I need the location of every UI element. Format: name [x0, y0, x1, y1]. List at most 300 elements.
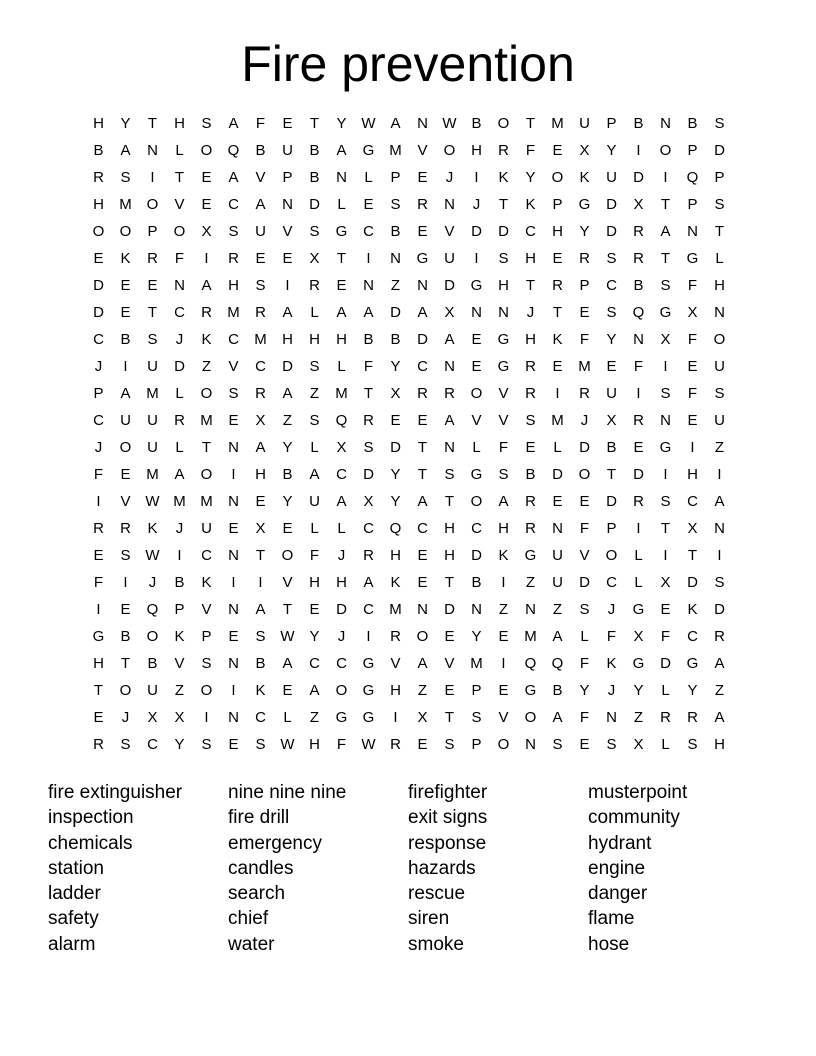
- grid-letter: C: [417, 520, 428, 537]
- grid-letter: N: [417, 115, 428, 132]
- grid-letter: L: [337, 358, 346, 375]
- grid-letter: S: [714, 574, 725, 591]
- grid-letter: R: [390, 736, 401, 753]
- grid-letter: O: [443, 142, 456, 159]
- grid-letter: I: [150, 169, 155, 186]
- grid-letter: T: [120, 655, 131, 672]
- word-item: rescue: [408, 883, 466, 905]
- grid-letter: G: [362, 709, 375, 726]
- grid-letter: I: [636, 520, 641, 537]
- grid-letter: N: [687, 223, 698, 240]
- grid-letter: Y: [606, 331, 617, 348]
- grid-letter: Z: [714, 682, 725, 699]
- grid-letter: T: [606, 466, 617, 483]
- grid-letter: E: [525, 439, 536, 456]
- grid-letter: E: [120, 304, 131, 321]
- grid-letter: C: [93, 331, 104, 348]
- grid-letter: S: [255, 277, 266, 294]
- grid-letter: F: [660, 628, 671, 645]
- grid-letter: X: [444, 304, 455, 321]
- grid-letter: A: [417, 304, 428, 321]
- grid-letter: L: [472, 439, 481, 456]
- grid-letter: I: [258, 574, 263, 591]
- grid-letter: Z: [390, 277, 401, 294]
- grid-letter: R: [363, 412, 374, 429]
- grid-letter: T: [363, 385, 374, 402]
- grid-letter: N: [228, 493, 239, 510]
- word-item: fire drill: [228, 807, 290, 829]
- grid-letter: I: [717, 466, 722, 483]
- grid-letter: J: [175, 331, 184, 348]
- grid-letter: N: [228, 655, 239, 672]
- grid-letter: N: [228, 439, 239, 456]
- grid-letter: R: [228, 250, 239, 267]
- grid-letter: X: [174, 709, 185, 726]
- word-item: station: [48, 857, 104, 879]
- grid-letter: I: [204, 250, 209, 267]
- grid-letter: X: [660, 331, 671, 348]
- grid-letter: N: [525, 601, 536, 618]
- grid-letter: M: [119, 196, 132, 213]
- grid-letter: C: [228, 196, 239, 213]
- grid-letter: H: [390, 682, 401, 699]
- grid-letter: F: [633, 358, 644, 375]
- grid-letter: B: [147, 655, 158, 672]
- grid-letter: U: [552, 547, 563, 564]
- grid-letter: J: [337, 628, 346, 645]
- grid-letter: V: [282, 574, 293, 591]
- grid-letter: B: [363, 331, 374, 348]
- grid-letter: E: [228, 412, 239, 429]
- grid-letter: W: [361, 736, 376, 753]
- grid-letter: C: [687, 628, 698, 645]
- grid-letter: L: [310, 304, 319, 321]
- grid-letter: B: [633, 115, 644, 132]
- grid-letter: N: [471, 304, 482, 321]
- grid-letter: E: [552, 358, 563, 375]
- grid-letter: D: [309, 196, 320, 213]
- grid-letter: E: [444, 628, 455, 645]
- grid-letter: P: [147, 223, 158, 240]
- grid-letter: S: [120, 169, 131, 186]
- grid-letter: Y: [525, 169, 536, 186]
- grid-letter: M: [200, 412, 213, 429]
- grid-letter: V: [282, 223, 293, 240]
- word-item: flame: [588, 908, 635, 930]
- grid-letter: R: [714, 628, 725, 645]
- grid-letter: C: [255, 709, 266, 726]
- grid-letter: V: [390, 655, 401, 672]
- word-item: danger: [588, 883, 648, 905]
- grid-letter: A: [282, 385, 293, 402]
- grid-letter: F: [687, 277, 698, 294]
- grid-letter: T: [498, 196, 509, 213]
- grid-letter: H: [714, 277, 725, 294]
- grid-letter: N: [282, 196, 293, 213]
- grid-letter: N: [228, 709, 239, 726]
- grid-letter: V: [174, 655, 185, 672]
- grid-letter: P: [552, 196, 563, 213]
- grid-letter: I: [231, 682, 236, 699]
- grid-letter: O: [92, 223, 105, 240]
- grid-letter: R: [633, 412, 644, 429]
- grid-letter: O: [119, 682, 132, 699]
- grid-letter: K: [498, 547, 509, 564]
- grid-row: [85, 546, 733, 573]
- grid-letter: E: [120, 601, 131, 618]
- grid-letter: I: [123, 358, 128, 375]
- grid-letter: L: [715, 250, 724, 267]
- grid-letter: A: [120, 385, 131, 402]
- grid-letter: I: [717, 547, 722, 564]
- grid-letter: C: [606, 277, 617, 294]
- grid-letter: K: [255, 682, 266, 699]
- grid-letter: E: [471, 358, 482, 375]
- grid-letter: P: [471, 736, 482, 753]
- word-item: community: [588, 807, 680, 829]
- grid-letter: B: [120, 628, 131, 645]
- grid-letter: X: [255, 520, 266, 537]
- grid-letter: E: [309, 601, 320, 618]
- grid-letter: T: [255, 547, 266, 564]
- grid-letter: F: [687, 331, 698, 348]
- grid-letter: F: [579, 655, 590, 672]
- grid-letter: I: [177, 547, 182, 564]
- grid-letter: K: [147, 520, 158, 537]
- grid-row: [85, 168, 733, 195]
- grid-letter: I: [231, 466, 236, 483]
- grid-row: [85, 222, 733, 249]
- grid-letter: B: [390, 331, 401, 348]
- grid-letter: Z: [309, 709, 320, 726]
- grid-letter: S: [390, 196, 401, 213]
- grid-letter: S: [444, 466, 455, 483]
- grid-letter: P: [201, 628, 212, 645]
- grid-letter: H: [444, 520, 455, 537]
- grid-letter: U: [255, 223, 266, 240]
- grid-letter: P: [282, 169, 293, 186]
- grid-letter: E: [687, 412, 698, 429]
- grid-letter: A: [255, 439, 266, 456]
- grid-letter: E: [552, 250, 563, 267]
- grid-letter: R: [660, 709, 671, 726]
- grid-letter: D: [282, 358, 293, 375]
- grid-letter: P: [606, 520, 617, 537]
- grid-letter: P: [174, 601, 185, 618]
- grid-row: [85, 249, 733, 276]
- grid-letter: U: [147, 412, 158, 429]
- grid-letter: I: [285, 277, 290, 294]
- grid-letter: E: [498, 682, 509, 699]
- grid-letter: H: [444, 547, 455, 564]
- grid-letter: S: [444, 736, 455, 753]
- grid-letter: U: [309, 493, 320, 510]
- grid-letter: I: [393, 709, 398, 726]
- grid-letter: D: [363, 466, 374, 483]
- grid-letter: M: [146, 466, 159, 483]
- grid-letter: E: [579, 736, 590, 753]
- grid-letter: N: [174, 277, 185, 294]
- grid-letter: S: [255, 736, 266, 753]
- grid-letter: Y: [336, 115, 347, 132]
- grid-letter: P: [606, 115, 617, 132]
- grid-letter: T: [201, 439, 212, 456]
- grid-letter: T: [309, 115, 320, 132]
- grid-letter: A: [228, 115, 239, 132]
- grid-letter: P: [579, 277, 590, 294]
- grid-letter: A: [363, 574, 374, 591]
- word-item: candles: [228, 857, 294, 879]
- grid-letter: R: [552, 277, 563, 294]
- grid-letter: L: [634, 547, 643, 564]
- grid-row: [85, 519, 733, 546]
- grid-letter: U: [444, 250, 455, 267]
- grid-letter: D: [93, 304, 104, 321]
- grid-row: [85, 681, 733, 708]
- grid-letter: Z: [174, 682, 185, 699]
- grid-letter: N: [660, 115, 671, 132]
- grid-letter: I: [123, 574, 128, 591]
- grid-letter: S: [120, 547, 131, 564]
- grid-letter: Z: [552, 601, 563, 618]
- grid-letter: I: [636, 142, 641, 159]
- grid-letter: R: [444, 385, 455, 402]
- grid-letter: T: [417, 439, 428, 456]
- word-item: firefighter: [408, 782, 488, 803]
- grid-letter: B: [552, 682, 563, 699]
- grid-letter: D: [606, 493, 617, 510]
- grid-letter: M: [200, 493, 213, 510]
- grid-letter: S: [660, 385, 671, 402]
- grid-letter: E: [417, 574, 428, 591]
- grid-letter: R: [93, 736, 104, 753]
- grid-letter: M: [335, 385, 348, 402]
- grid-letter: V: [579, 547, 590, 564]
- grid-letter: M: [551, 412, 564, 429]
- grid-letter: S: [498, 250, 509, 267]
- grid-letter: Z: [282, 412, 293, 429]
- grid-letter: M: [470, 655, 483, 672]
- grid-letter: X: [336, 439, 347, 456]
- grid-letter: L: [634, 574, 643, 591]
- word-item: alarm: [48, 933, 96, 955]
- grid-letter: Y: [282, 493, 293, 510]
- grid-letter: O: [200, 682, 213, 699]
- grid-letter: E: [93, 709, 104, 726]
- grid-letter: I: [204, 709, 209, 726]
- grid-letter: C: [147, 736, 158, 753]
- grid-letter: Q: [551, 655, 564, 672]
- grid-letter: Y: [579, 223, 590, 240]
- grid-letter: G: [362, 682, 375, 699]
- grid-letter: G: [335, 709, 348, 726]
- word-item: engine: [588, 857, 646, 879]
- grid-letter: N: [606, 709, 617, 726]
- grid-letter: U: [606, 385, 617, 402]
- grid-letter: O: [470, 385, 483, 402]
- grid-letter: S: [606, 304, 617, 321]
- grid-letter: Z: [498, 601, 509, 618]
- grid-letter: E: [228, 736, 239, 753]
- grid-letter: D: [660, 655, 671, 672]
- grid-letter: R: [525, 520, 536, 537]
- grid-letter: F: [606, 628, 617, 645]
- grid-letter: O: [497, 736, 510, 753]
- grid-letter: F: [93, 466, 104, 483]
- grid-letter: S: [606, 250, 617, 267]
- grid-letter: R: [579, 385, 590, 402]
- grid-letter: E: [390, 412, 401, 429]
- grid-letter: G: [470, 277, 483, 294]
- grid-letter: G: [686, 250, 699, 267]
- grid-letter: X: [417, 709, 428, 726]
- grid-letter: E: [417, 547, 428, 564]
- grid-letter: P: [687, 142, 698, 159]
- grid-letter: L: [337, 520, 346, 537]
- grid-letter: T: [147, 115, 158, 132]
- grid-letter: U: [201, 520, 212, 537]
- grid-letter: D: [552, 466, 563, 483]
- grid-letter: H: [93, 115, 104, 132]
- grid-letter: O: [659, 142, 672, 159]
- grid-letter: H: [309, 736, 320, 753]
- grid-letter: Q: [146, 601, 159, 618]
- grid-letter: C: [363, 520, 374, 537]
- grid-letter: V: [471, 412, 482, 429]
- grid-letter: E: [93, 547, 104, 564]
- grid-row: [85, 654, 733, 681]
- grid-letter: T: [525, 277, 536, 294]
- word-item: nine nine nine: [228, 782, 347, 803]
- grid-letter: F: [687, 385, 698, 402]
- grid-letter: H: [498, 277, 509, 294]
- word-item: chief: [228, 908, 269, 930]
- grid-letter: T: [687, 547, 698, 564]
- grid-letter: P: [93, 385, 104, 402]
- grid-letter: Z: [633, 709, 644, 726]
- grid-letter: R: [633, 493, 644, 510]
- grid-letter: K: [579, 169, 590, 186]
- grid-letter: U: [579, 115, 590, 132]
- grid-letter: A: [228, 169, 239, 186]
- grid-letter: Y: [309, 628, 320, 645]
- grid-letter: C: [336, 466, 347, 483]
- grid-letter: G: [92, 628, 105, 645]
- grid-letter: B: [633, 277, 644, 294]
- word-item: fire extinguisher: [48, 782, 183, 803]
- grid-letter: I: [663, 358, 668, 375]
- grid-letter: B: [525, 466, 536, 483]
- grid-letter: K: [201, 574, 212, 591]
- grid-letter: A: [336, 304, 347, 321]
- grid-letter: I: [663, 466, 668, 483]
- grid-letter: L: [580, 628, 589, 645]
- grid-letter: E: [255, 250, 266, 267]
- grid-letter: A: [714, 493, 725, 510]
- grid-letter: R: [417, 196, 428, 213]
- grid-letter: N: [228, 601, 239, 618]
- grid-letter: M: [254, 331, 267, 348]
- word-item: water: [228, 933, 275, 955]
- grid-letter: Q: [227, 142, 240, 159]
- grid-letter: N: [417, 601, 428, 618]
- grid-letter: S: [579, 601, 590, 618]
- grid-letter: G: [470, 466, 483, 483]
- grid-letter: M: [578, 358, 591, 375]
- grid-letter: E: [552, 493, 563, 510]
- grid-letter: T: [444, 709, 455, 726]
- grid-letter: S: [309, 223, 320, 240]
- grid-letter: A: [390, 115, 401, 132]
- grid-letter: Y: [174, 736, 185, 753]
- grid-letter: D: [633, 466, 644, 483]
- grid-letter: H: [309, 574, 320, 591]
- grid-letter: M: [551, 115, 564, 132]
- grid-letter: A: [552, 709, 563, 726]
- grid-row: [85, 276, 733, 303]
- grid-letter: V: [498, 412, 509, 429]
- grid-letter: B: [606, 439, 617, 456]
- grid-letter: G: [416, 250, 429, 267]
- grid-letter: G: [362, 655, 375, 672]
- grid-letter: A: [201, 277, 212, 294]
- grid-letter: X: [633, 736, 644, 753]
- grid-letter: D: [579, 439, 590, 456]
- grid-letter: S: [714, 115, 725, 132]
- grid-letter: I: [501, 574, 506, 591]
- grid-letter: E: [228, 520, 239, 537]
- grid-letter: M: [227, 304, 240, 321]
- grid-row: [85, 357, 733, 384]
- grid-letter: X: [687, 520, 698, 537]
- grid-letter: Y: [606, 142, 617, 159]
- grid-letter: K: [687, 601, 698, 618]
- grid-letter: V: [444, 655, 455, 672]
- grid-letter: T: [174, 169, 185, 186]
- grid-letter: Q: [389, 520, 402, 537]
- grid-letter: Y: [471, 628, 482, 645]
- grid-letter: C: [228, 331, 239, 348]
- grid-letter: V: [228, 358, 239, 375]
- grid-letter: S: [498, 466, 509, 483]
- grid-letter: H: [687, 466, 698, 483]
- grid-letter: W: [361, 115, 376, 132]
- grid-letter: L: [337, 196, 346, 213]
- grid-letter: I: [636, 385, 641, 402]
- grid-letter: Y: [579, 682, 590, 699]
- grid-letter: H: [525, 250, 536, 267]
- word-item: hazards: [408, 857, 476, 879]
- grid-letter: I: [501, 655, 506, 672]
- grid-row: [85, 492, 733, 519]
- grid-letter: N: [552, 520, 563, 537]
- grid-letter: S: [471, 709, 482, 726]
- grid-letter: H: [390, 547, 401, 564]
- grid-letter: A: [309, 466, 320, 483]
- grid-letter: E: [417, 169, 428, 186]
- grid-row: [85, 627, 733, 654]
- grid-letter: M: [146, 385, 159, 402]
- grid-letter: J: [445, 169, 454, 186]
- grid-letter: B: [309, 142, 320, 159]
- grid-letter: D: [417, 331, 428, 348]
- grid-letter: J: [94, 358, 103, 375]
- grid-letter: I: [96, 601, 101, 618]
- grid-letter: L: [364, 169, 373, 186]
- grid-letter: N: [417, 277, 428, 294]
- grid-letter: Q: [524, 655, 537, 672]
- grid-letter: F: [579, 331, 590, 348]
